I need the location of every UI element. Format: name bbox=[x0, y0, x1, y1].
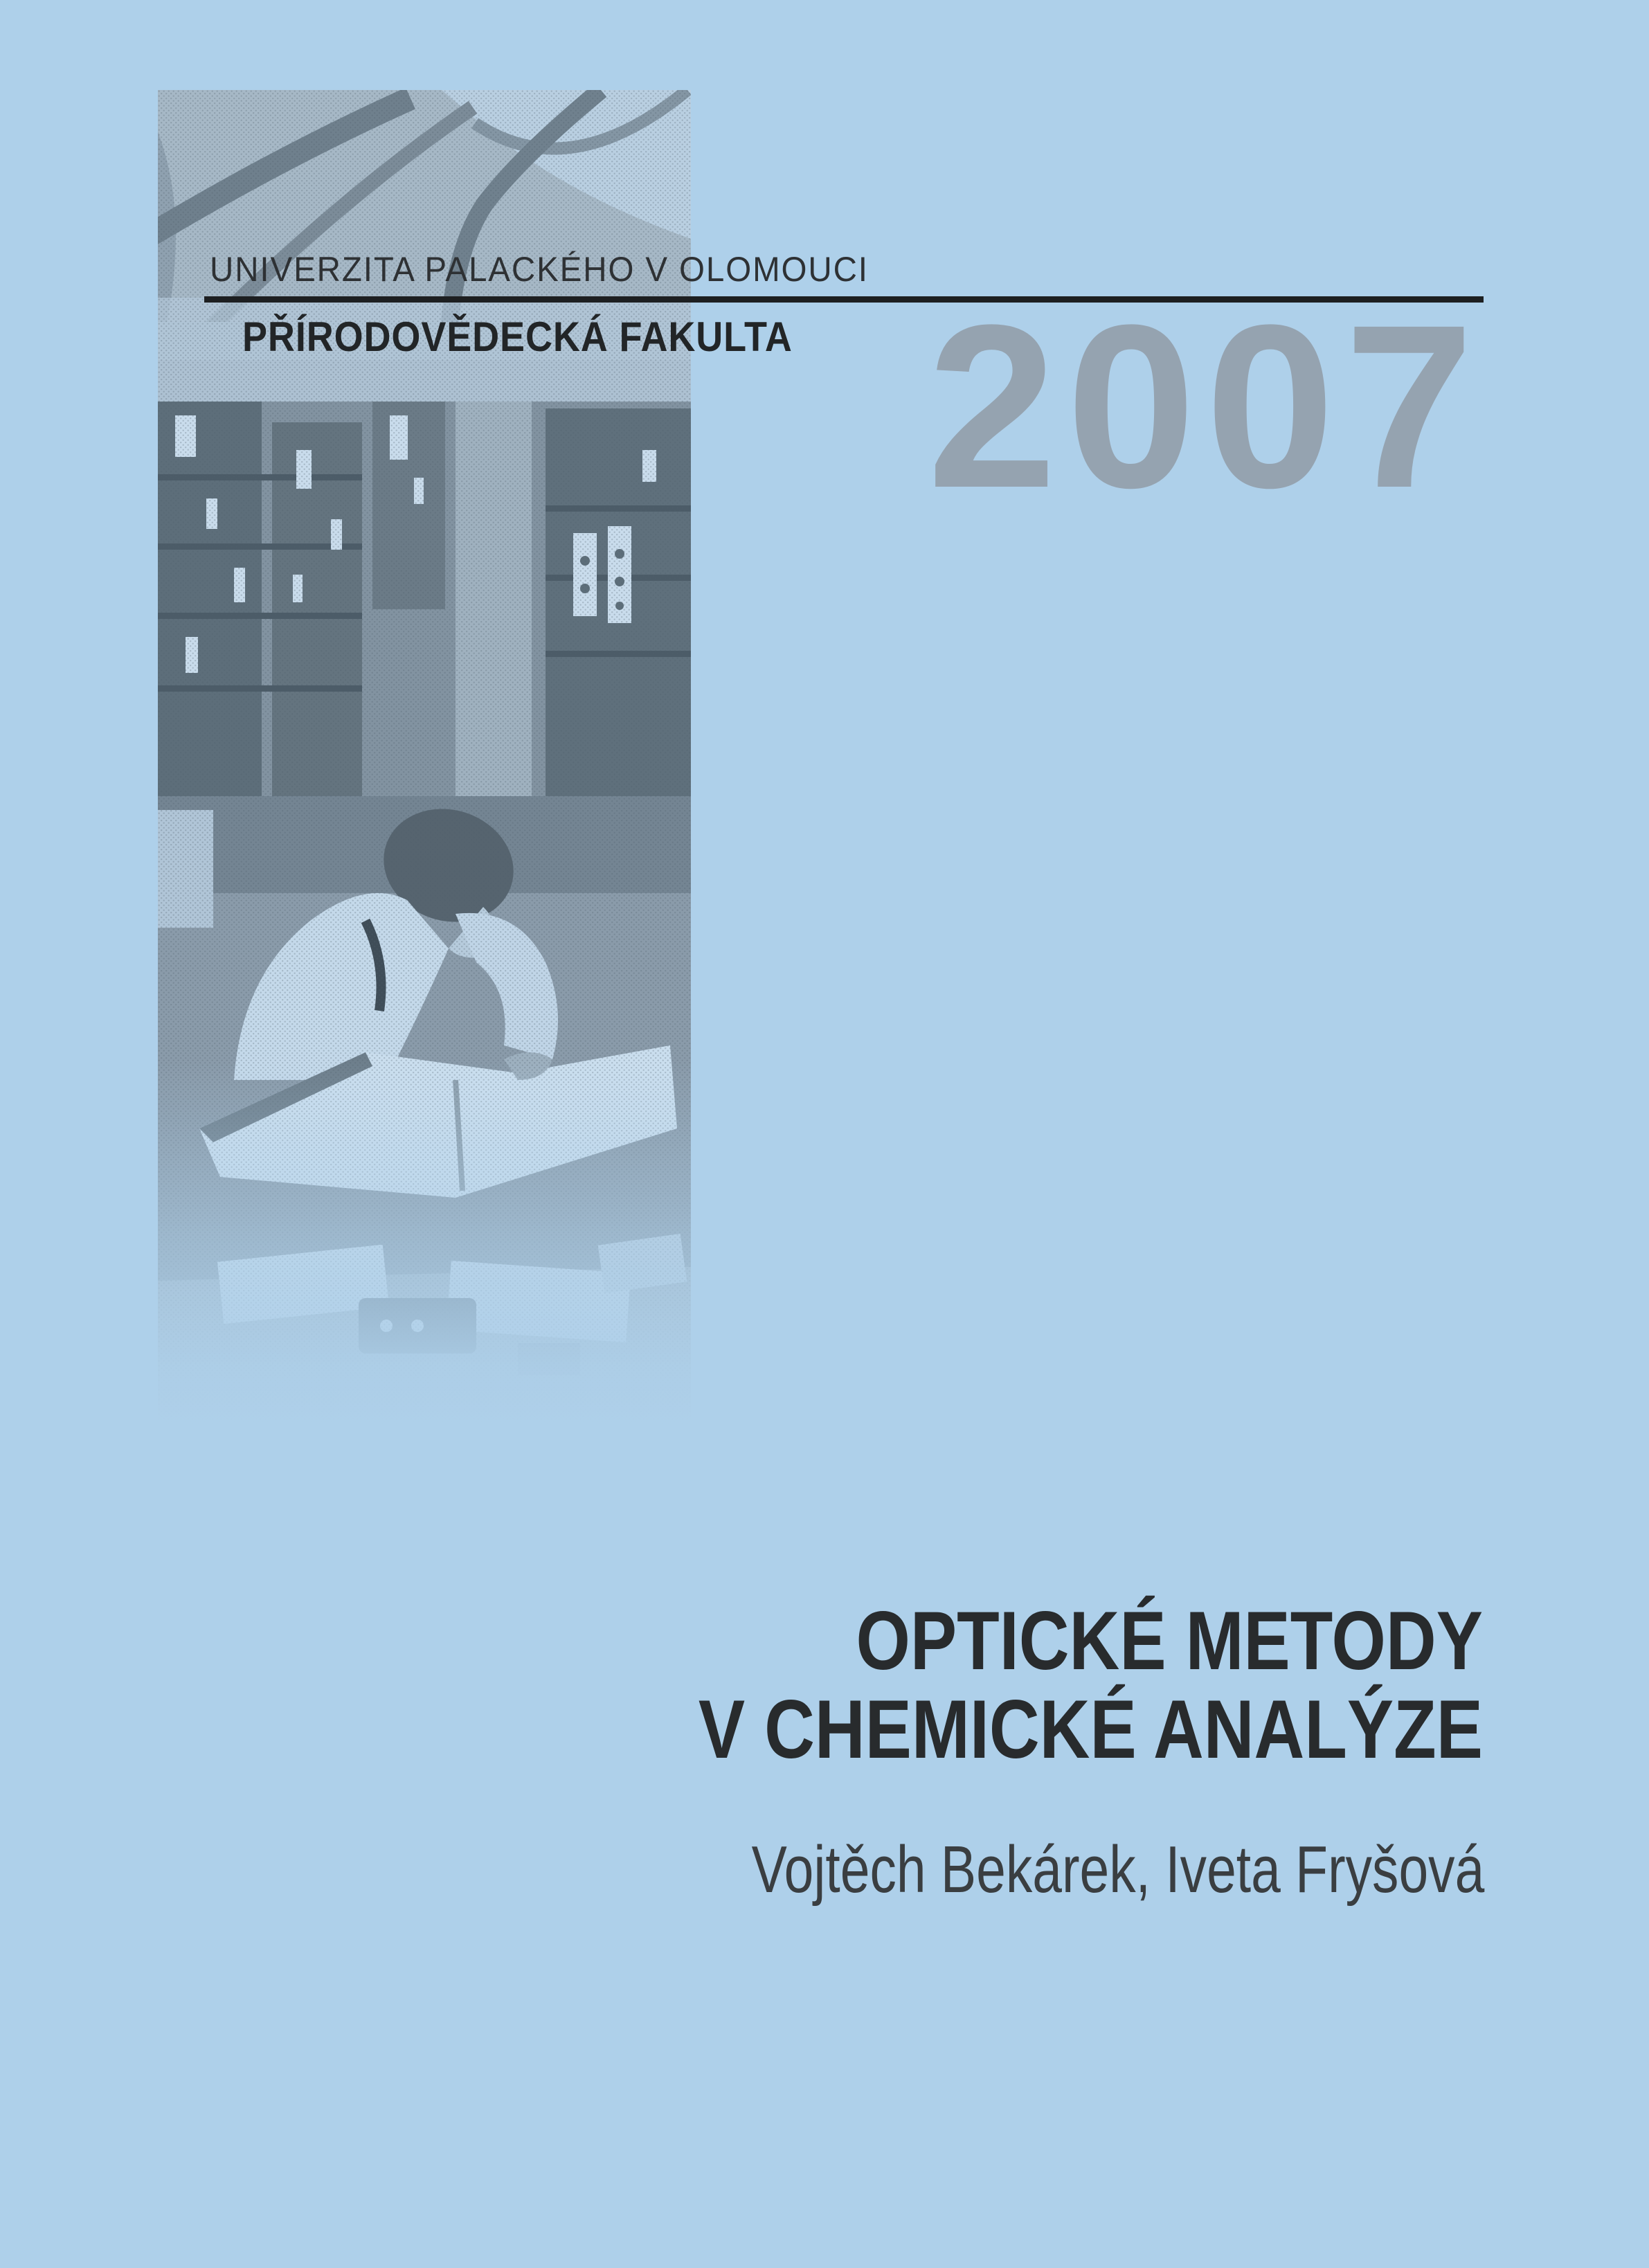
faculty-name: PŘÍRODOVĚDECKÁ FAKULTA bbox=[242, 314, 793, 360]
university-name: UNIVERZITA PALACKÉHO V OLOMOUCI bbox=[210, 250, 869, 289]
authors-line: Vojtěch Bekárek, Iveta Fryšová bbox=[751, 1833, 1484, 1907]
library-photo bbox=[158, 90, 691, 1440]
book-title bbox=[699, 1596, 1483, 1774]
book-title-line-2: V CHEMICKÉ ANALÝZE bbox=[698, 1683, 1483, 1776]
book-title-line-1: OPTICKÉ METODY bbox=[856, 1594, 1483, 1687]
year-label: 2007 bbox=[927, 277, 1484, 537]
